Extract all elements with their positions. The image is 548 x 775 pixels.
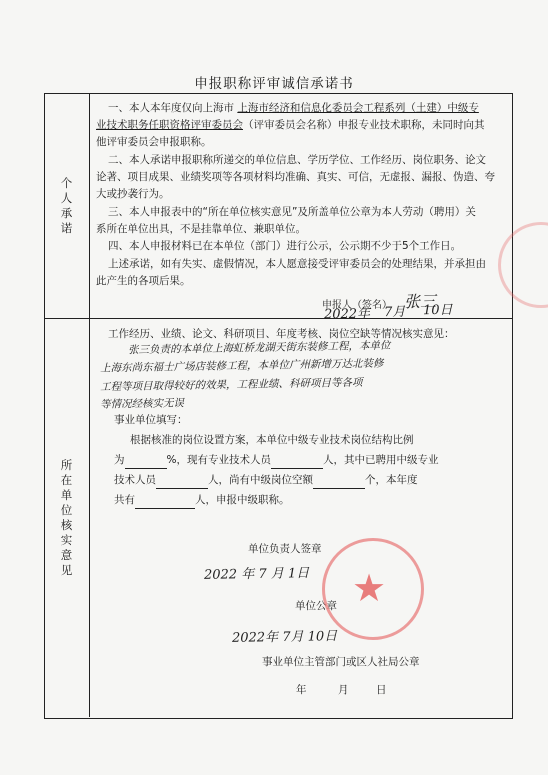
unit-fill-label: 事业单位填写： [114,414,188,426]
personal-promise-label-cell [44,93,89,318]
page-title: 申报职称评审诚信承诺书 [194,76,354,92]
promise-line-4: 二、本人承诺申报职称所递交的单位信息、学历学位、工作经历、岗位职务、论文 [108,154,486,166]
applicant-sign-label: 申报人（签名） [322,300,392,311]
applicant-count-blank [135,496,195,509]
promise-line-2: 业技术职务任职资格评审委员会（评审委员会名称）申报专业技术职称，未同时向其 [96,119,485,131]
seal-star-icon: ★ [352,566,387,610]
ratio-line-2: 为 %，现有专业技术人员 人，其中已聘用中级专业 [114,452,438,469]
promise-line-5: 论著、项目成果、业绩奖项等各项材料均准确、真实、可信，无虚报、漏报、伪造、夸 [96,171,495,183]
hired-count-blank [156,476,208,489]
ratio-line-3: 技术人员 人，尚有中级岗位空额 个，本年度 [114,472,418,489]
authority-date-month: 月 [338,684,349,696]
promise-date-month: 7月 [383,304,406,321]
column-divider [89,93,90,717]
leader-sign-label: 单位负责人签章 [248,543,322,555]
promise-line-7: 三、本人申报表中的“所在单位核实意见”及所盖单位公章为本人劳动（聘用）关 [108,206,476,218]
unit-seal-date: 2022年 7月 10日 [231,629,338,646]
unit-seal-label: 单位公章 [295,600,337,612]
verify-hand-line-3: 工程等项目取得较好的效果，工程业绩、科研项目等各项 [99,376,363,394]
verify-hand-line-2: 上海东尚东福士广场店装修工程，本单位广州新增万达北装修 [99,357,384,375]
promise-line-6: 大或抄袭行为。 [96,188,170,200]
vacancy-blank [313,476,365,489]
row-divider [44,318,512,319]
unit-verify-label-cell [44,318,89,717]
ratio-blank [125,456,167,469]
verify-intro: 工作经历、业绩、论文、科研项目、年度考核、岗位空缺等情况核实意见： [108,328,455,340]
ratio-line-1: 根据核准的岗位设置方案，本单位中级专业技术岗位结构比例 [130,434,414,446]
verify-hand-line-4: 等情况经核实无误 [99,397,185,411]
personal-promise-label: 个人承诺 [60,175,73,235]
leader-sign-date: 2022 年 7 月 1日 [203,566,310,583]
verify-hand-line-1: 张三负责的本单位上海虹桥龙湖天街东装修工程，本单位 [127,339,391,357]
promise-line-10: 上述承诺，如有失实、虚假情况，本人愿意接受评审委员会的处理结果，并承担由 [108,258,486,270]
promise-line-1: 一、本人本年度仅向上海市 上海市经济和信息化委员会工程系列（土建）中级专 [108,102,479,114]
promise-date-day: 10日 [422,302,453,319]
authority-seal-label: 事业单位主管部门或区人社局公章 [262,656,420,668]
authority-date-day: 日 [376,684,387,696]
promise-line-3: 他评审委员会申报职称。 [96,136,212,148]
promise-date-year: 2022年 [323,306,371,323]
promise-line-8: 系所在单位出具，不是挂靠单位、兼职单位。 [96,223,306,235]
promise-line-11: 此产生的各项后果。 [96,275,191,287]
authority-date-year: 年 [296,684,307,696]
applicant-signature: 张三 [403,291,437,312]
staff-count-blank [271,456,323,469]
promise-line-9: 四、本人申报材料已在本单位（部门）进行公示，公示期不少于5个工作日。 [108,240,462,252]
unit-verify-label: 所在单位核实意见 [60,457,73,577]
ratio-line-4: 共有 人，申报中级职称。 [114,492,290,509]
